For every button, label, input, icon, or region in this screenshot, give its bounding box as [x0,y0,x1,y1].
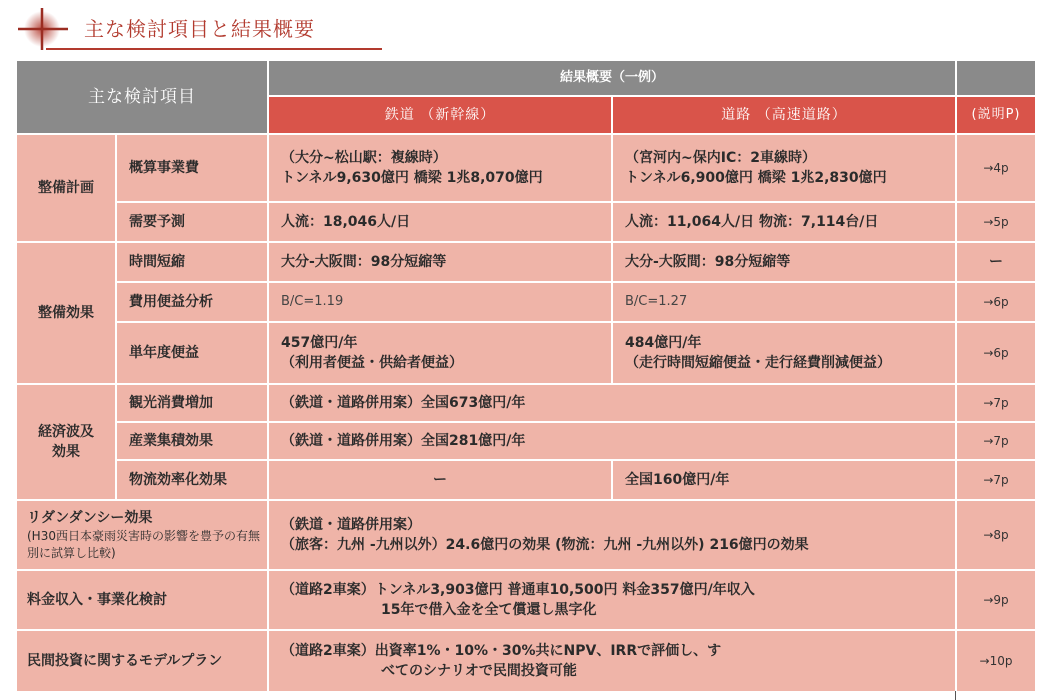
page-title: 主な検討項目と結果概要 [84,17,315,41]
cost-rail [268,134,612,202]
item-toll: 料金収入・事業化検討 [16,570,268,630]
cost-road [612,134,956,202]
ref-link[interactable]: →6p [956,322,1036,384]
annual-road-line1: 484億円/年 [625,335,702,351]
time-rail: 大分-大阪間：98分短縮等 [268,242,612,282]
category-economic: 経済波及 効果 [16,384,116,500]
ref-link[interactable]: →6p [956,282,1036,322]
redundancy-line1: （鉄道・道路併用案） [281,517,421,533]
bc-road: B/C=1.27 [612,282,956,322]
header-summary: 結果概要（一例） [268,60,956,96]
edge-tick [955,691,956,700]
industry-value: （鉄道・道路併用案）全国281億円/年 [268,422,956,460]
ref-link[interactable]: →4p [956,134,1036,202]
item-time: 時間短縮 [116,242,268,282]
annual-road [612,322,956,384]
annual-rail [268,322,612,384]
ref-link[interactable]: →7p [956,384,1036,422]
ref-link[interactable]: →8p [956,500,1036,570]
item-private: 民間投資に関するモデルプラン [16,630,268,692]
header-ref: (説明P) [956,96,1036,134]
item-redundancy [16,500,268,570]
annual-rail-line2: （利用者便益・供給者便益） [281,355,463,371]
redundancy-line2: （旅客：九州 -九州以外）24.6億円の効果 (物流：九州 -九州以外) 216億円の効果 [281,537,809,553]
logistics-rail: ー [268,460,612,500]
item-demand: 需要予測 [116,202,268,242]
header-rail: 鉄道 （新幹線） [268,96,612,134]
cost-rail-line2: トンネル9,630億円 橋梁 1兆8,070億円 [281,170,543,186]
header-item: 主な検討項目 [16,60,268,134]
category-effect: 整備効果 [16,242,116,384]
item-industry: 産業集積効果 [116,422,268,460]
private-line1: （道路2車案）出資率1%・10%・30%共にNPV、IRRで評価し、す [281,643,722,659]
header-road: 道路 （高速道路） [612,96,956,134]
annual-rail-line1: 457億円/年 [281,335,358,351]
ref-link[interactable]: →5p [956,202,1036,242]
annual-road-line2: （走行時間短縮便益・走行経費削減便益） [625,355,891,371]
toll-line2: 15年で借入金を全て償還し黒字化 [381,602,597,618]
ref-link[interactable]: →10p [956,630,1036,692]
item-tourism: 観光消費増加 [116,384,268,422]
item-cost: 概算事業費 [116,134,268,202]
redundancy-note: (H30西日本豪雨災害時の影響を豊予の有無別に試算し比較) [27,529,260,560]
toll-line1: （道路2車案）トンネル3,903億円 普通車10,500円 料金357億円/年収入 [281,582,755,598]
demand-road: 人流：11,064人/日 物流：7,114台/日 [612,202,956,242]
page-title-block [14,6,374,52]
private-value [268,630,956,692]
category-plan: 整備計画 [16,134,116,242]
private-line2: べてのシナリオで民間投資可能 [381,663,577,679]
ref-link[interactable]: →9p [956,570,1036,630]
ref-none: ー [956,242,1036,282]
header-ref-blank [956,60,1036,96]
tourism-value: （鉄道・道路併用案）全国673億円/年 [268,384,956,422]
item-logistics: 物流効率化効果 [116,460,268,500]
bc-rail: B/C=1.19 [268,282,612,322]
item-bc: 費用便益分析 [116,282,268,322]
title-underline [46,48,382,50]
item-annual: 単年度便益 [116,322,268,384]
cost-road-line2: トンネル6,900億円 橋梁 1兆2,830億円 [625,170,887,186]
time-road: 大分-大阪間：98分短縮等 [612,242,956,282]
cost-road-line1: （宮河内~保内IC：2車線時） [625,150,816,166]
crosshair-logo-icon [14,6,72,52]
logistics-road: 全国160億円/年 [612,460,956,500]
ref-link[interactable]: →7p [956,460,1036,500]
redundancy-title: リダンダンシー効果 [27,510,153,526]
redundancy-value [268,500,956,570]
demand-rail: 人流：18,046人/日 [268,202,612,242]
ref-link[interactable]: →7p [956,422,1036,460]
cost-rail-line1: （大分~松山駅：複線時） [281,150,447,166]
toll-value [268,570,956,630]
